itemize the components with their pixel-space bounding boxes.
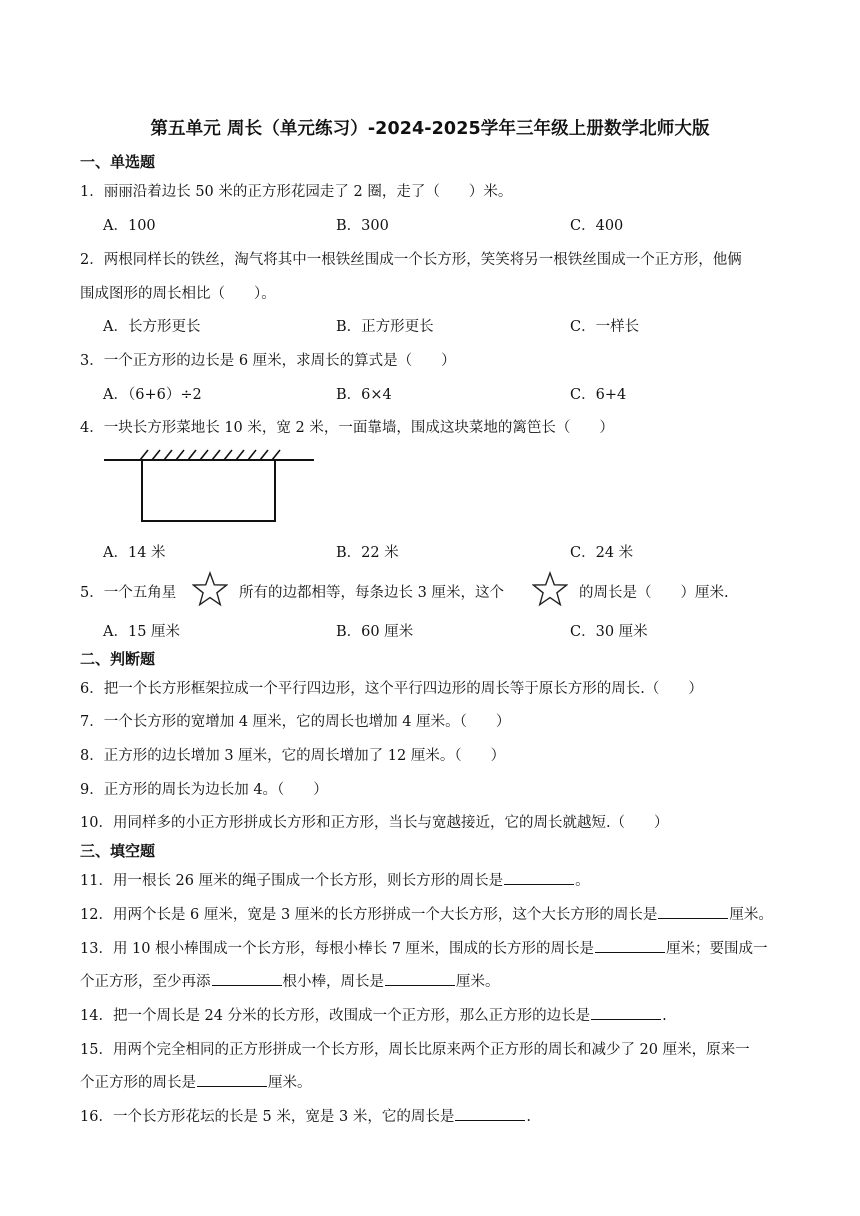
answer-blank <box>591 1005 661 1020</box>
question-8: 8．正方形的边长增加 3 厘米，它的周长增加了 12 厘米。（ ） <box>80 748 506 764</box>
question-14-text: 14．把一个周长是 24 分米的长方形，改围成一个正方形，那么正方形的边长是 <box>80 1008 591 1024</box>
q3-option-a: A．（6+6）÷2 <box>103 387 202 403</box>
question-15-text: 个正方形的周长是 <box>80 1075 196 1091</box>
q1-option-c: C．400 <box>570 218 624 234</box>
q5-option-a: A．15 厘米 <box>103 624 181 640</box>
answer-blank <box>455 1106 525 1121</box>
question-14-tail: . <box>662 1008 667 1024</box>
answer-blank <box>197 1072 267 1087</box>
q3-option-b: B．6×4 <box>336 387 392 403</box>
question-12-tail: 厘米。 <box>729 907 773 923</box>
question-15-line-1: 15．用两个完全相同的正方形拼成一个长方形，周长比原来两个正方形的周长和减少了 20 厘米，原来一 <box>80 1042 750 1058</box>
answer-blank <box>658 904 728 919</box>
fenced-garden-figure <box>102 444 322 526</box>
question-13-tail: 厘米。 <box>456 974 500 990</box>
question-13-mid: 厘米；要围成一 <box>666 941 768 957</box>
section-heading-true-false: 二、判断题 <box>80 650 156 668</box>
question-15-line-2 <box>80 1071 820 1092</box>
question-5-part-3: 的周长是（ ）厘米. <box>579 585 729 601</box>
question-2-line-2: 围成图形的周长相比（ ）。 <box>80 286 276 302</box>
question-13-text-3: 根小棒，周长是 <box>282 974 384 990</box>
question-16-text: 16．一个长方形花坛的长是 5 米，宽是 3 米，它的周长是 <box>80 1109 455 1125</box>
q4-option-b: B．22 米 <box>336 545 399 561</box>
question-13-text-2: 个正方形，至少再添 <box>80 974 211 990</box>
section-heading-fill-in: 三、填空题 <box>80 842 156 860</box>
question-16-tail: . <box>526 1109 531 1125</box>
question-4: 4．一块长方形菜地长 10 米，宽 2 米，一面靠墙，围成这块菜地的篱笆长（ ） <box>80 420 614 436</box>
question-2-line-1: 2．两根同样长的铁丝，淘气将其中一根铁丝围成一个长方形，笑笑将另一根铁丝围成一个正方形，他俩 <box>80 252 742 268</box>
answer-blank <box>212 971 282 986</box>
answer-blank <box>504 870 574 885</box>
question-3: 3．一个正方形的边长是 6 厘米，求周长的算式是（ ） <box>80 353 456 369</box>
star-icon <box>192 571 228 607</box>
question-13-line-1 <box>80 937 820 958</box>
question-10: 10．用同样多的小正方形拼成长方形和正方形，当长与宽越接近，它的周长就越短.（ ） <box>80 815 669 831</box>
question-1: 1．丽丽沿着边长 50 米的正方形花园走了 2 圈，走了（ ）米。 <box>80 184 513 200</box>
question-12-text: 12．用两个长是 6 厘米，宽是 3 厘米的长方形拼成一个大长方形，这个大长方形的周长是 <box>80 907 658 923</box>
q5-option-c: C．30 厘米 <box>570 624 648 640</box>
section-heading-single-choice: 一、单选题 <box>80 153 156 171</box>
question-7: 7．一个长方形的宽增加 4 厘米，它的周长也增加 4 厘米。（ ） <box>80 714 511 730</box>
question-6: 6．把一个长方形框架拉成一个平行四边形，这个平行四边形的周长等于原长方形的周长.（ ） <box>80 681 703 697</box>
question-14 <box>80 1004 820 1025</box>
q4-option-c: C．24 米 <box>570 545 634 561</box>
q2-option-b: B．正方形更长 <box>336 319 434 335</box>
q1-option-a: A．100 <box>103 218 156 234</box>
answer-blank <box>595 938 665 953</box>
star-icon <box>532 571 568 607</box>
answer-blank <box>385 971 455 986</box>
question-16 <box>80 1105 820 1126</box>
question-13-line-2 <box>80 970 820 991</box>
question-13-text: 13．用 10 根小棒围成一个长方形，每根小棒长 7 厘米，围成的长方形的周长是 <box>80 941 595 957</box>
question-12 <box>80 903 820 924</box>
question-11-tail: 。 <box>575 873 590 889</box>
q3-option-c: C．6+4 <box>570 387 627 403</box>
q1-option-b: B．300 <box>336 218 389 234</box>
question-11 <box>80 869 820 890</box>
question-9: 9．正方形的周长为边长加 4。（ ） <box>80 782 328 798</box>
q2-option-a: A．长方形更长 <box>103 319 201 335</box>
question-5-part-2: 所有的边都相等，每条边长 3 厘米，这个 <box>239 585 504 601</box>
q5-option-b: B．60 厘米 <box>336 624 414 640</box>
q2-option-c: C．一样长 <box>570 319 640 335</box>
question-15-tail: 厘米。 <box>268 1075 312 1091</box>
q4-option-a: A．14 米 <box>103 545 166 561</box>
page-title: 第五单元 周长（单元练习）-2024-2025学年三年级上册数学北师大版 <box>150 119 710 139</box>
question-11-text: 11．用一根长 26 厘米的绳子围成一个长方形，则长方形的周长是 <box>80 873 504 889</box>
question-5-part-1: 5．一个五角星 <box>80 585 177 601</box>
